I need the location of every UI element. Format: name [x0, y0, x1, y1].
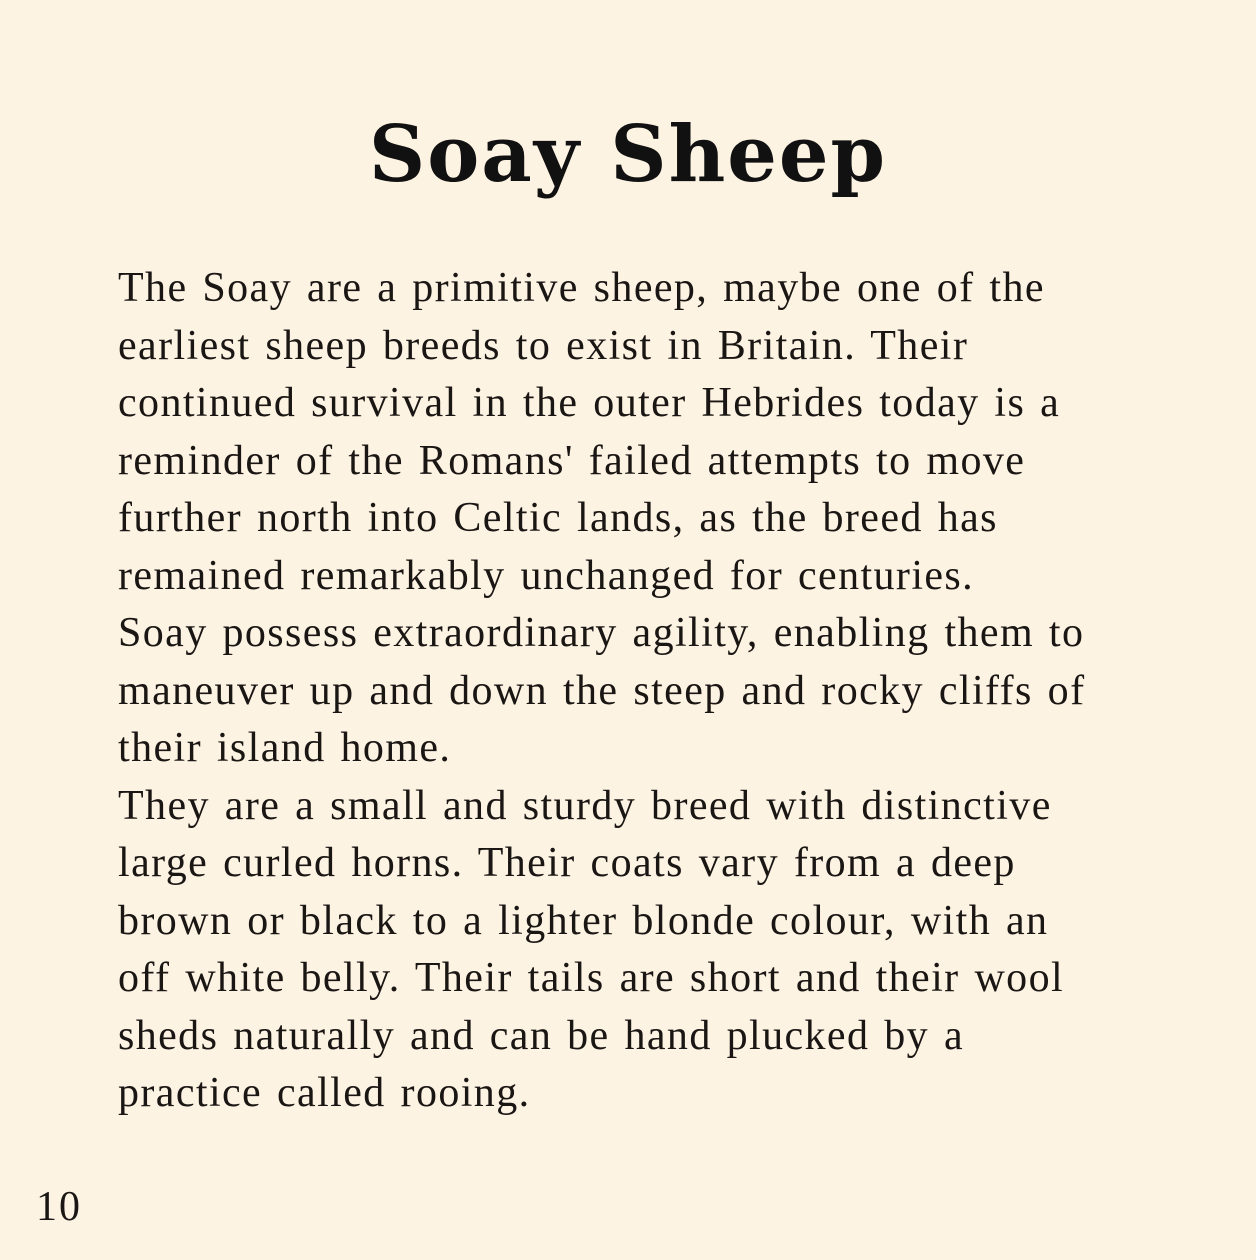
- text-line: They are a small and sturdy breed with distinctive: [118, 782, 1052, 829]
- text-line: Soay possess extraordinary agility, enabling them to: [118, 610, 1085, 656]
- text-line: practice called rooing.: [118, 1070, 531, 1116]
- text-line: further north into Celtic lands, as the breed has: [118, 495, 998, 541]
- text-line: off white belly. Their tails are short and their wool: [118, 955, 1065, 1001]
- text-line: large curled horns. Their coats vary from a deep: [118, 840, 1016, 886]
- text-line: earliest sheep breeds to exist in Britain. Their: [118, 322, 969, 369]
- text-line: continued survival in the outer Hebrides today is a: [118, 380, 1061, 426]
- body-text: [118, 260, 1158, 1123]
- text-line: their island home.: [118, 725, 452, 771]
- text-line: maneuver up and down the steep and rocky cliffs of: [118, 667, 1086, 714]
- page-number: 10: [36, 1184, 82, 1230]
- page-title: Soay Sheep: [368, 109, 888, 200]
- text-line: The Soay are a primitive sheep, maybe one of the: [118, 265, 1045, 311]
- text-line: remained remarkably unchanged for centuries.: [118, 552, 975, 599]
- text-line: sheds naturally and can be hand plucked by a: [118, 1012, 965, 1059]
- text-line: brown or black to a lighter blonde colour, with an: [118, 897, 1049, 944]
- text-line: reminder of the Romans' failed attempts to move: [118, 437, 1026, 484]
